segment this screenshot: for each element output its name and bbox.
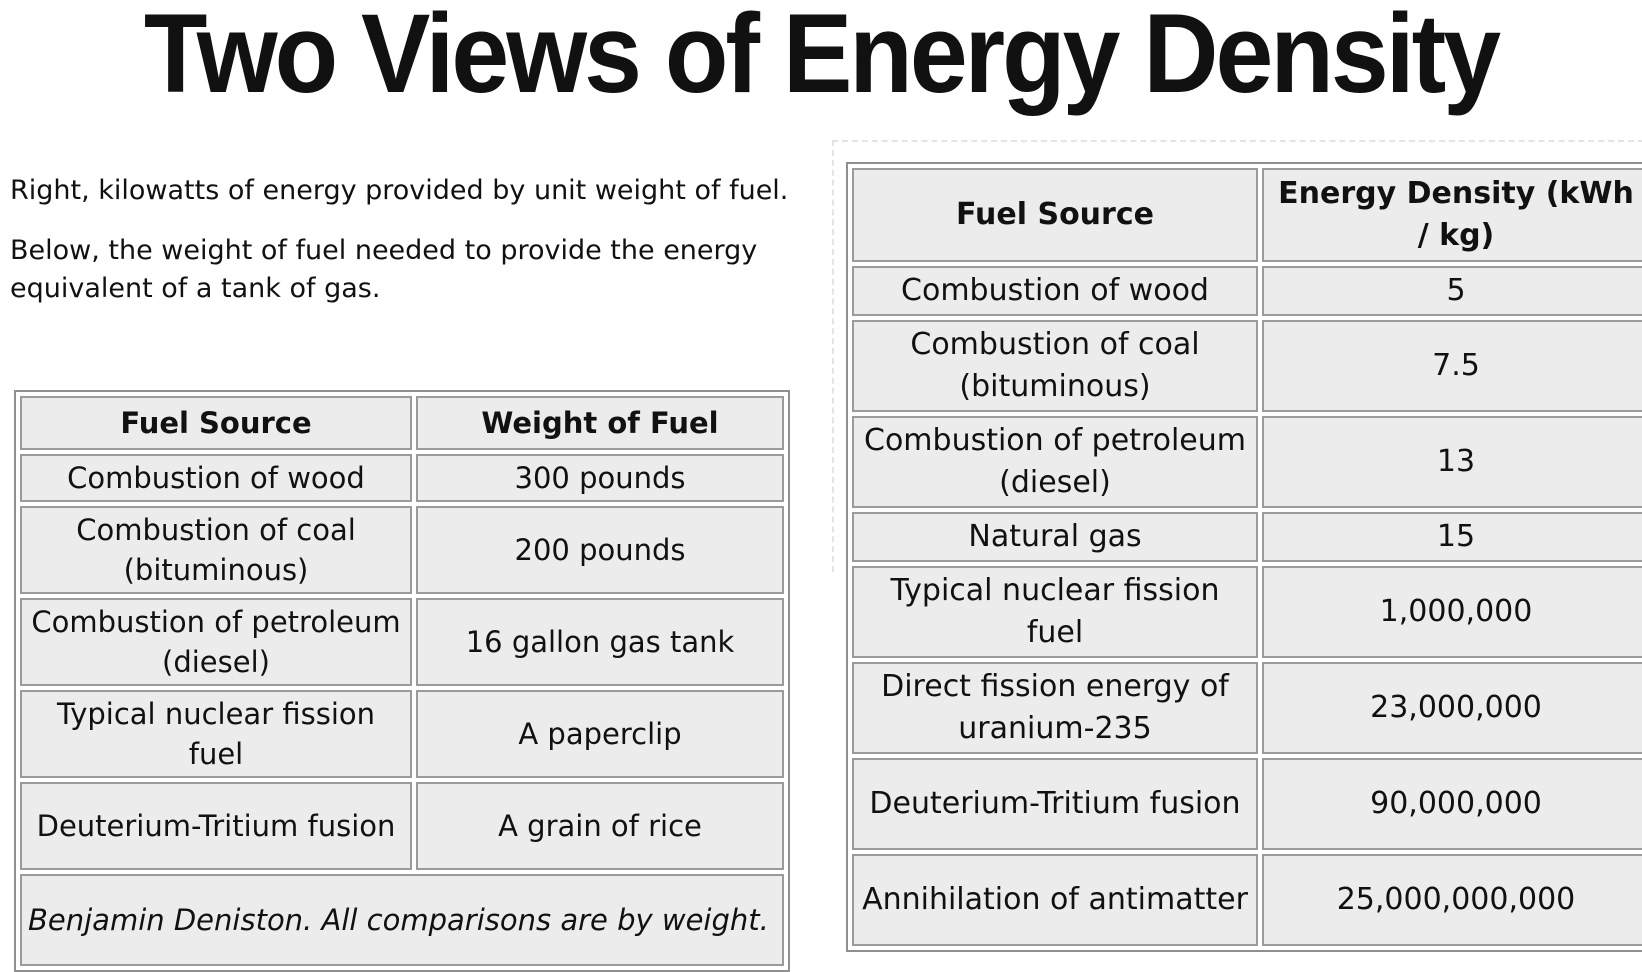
energy-density-cell: 13 xyxy=(1262,416,1642,508)
table-header-row xyxy=(20,396,784,450)
fuel-source-cell: Direct fission energy of uranium-235 xyxy=(852,662,1258,754)
energy-density-cell: 23,000,000 xyxy=(1262,662,1642,754)
fuel-source-cell: Typical nuclear fission fuel xyxy=(852,566,1258,658)
table-row xyxy=(852,266,1642,316)
table-row xyxy=(20,782,784,870)
column-header-energy-density: Energy Density (kWh / kg) xyxy=(1262,168,1642,262)
weight-cell: 200 pounds xyxy=(416,506,784,594)
table-row xyxy=(852,566,1642,658)
fuel-source-cell: Combustion of wood xyxy=(20,454,412,502)
fuel-source-cell: Deuterium-Tritium fusion xyxy=(852,758,1258,850)
fuel-source-cell: Combustion of coal (bituminous) xyxy=(20,506,412,594)
weight-of-fuel-table xyxy=(14,390,790,972)
weight-cell: A paperclip xyxy=(416,690,784,778)
table-row xyxy=(20,598,784,686)
intro-text xyxy=(10,172,800,330)
table-row xyxy=(20,690,784,778)
source-note: Benjamin Deniston. All comparisons are by weight. xyxy=(20,874,784,966)
table-row xyxy=(20,506,784,594)
energy-density-cell: 5 xyxy=(1262,266,1642,316)
fuel-source-cell: Deuterium-Tritium fusion xyxy=(20,782,412,870)
table-row xyxy=(20,454,784,502)
fuel-source-cell: Combustion of wood xyxy=(852,266,1258,316)
fuel-source-cell: Combustion of coal (bituminous) xyxy=(852,320,1258,412)
table-row xyxy=(852,758,1642,850)
column-header-fuel-source: Fuel Source xyxy=(20,396,412,450)
table-header-row xyxy=(852,168,1642,262)
table-row xyxy=(852,416,1642,508)
page-title: Two Views of Energy Density xyxy=(143,0,1499,117)
fuel-source-cell: Combustion of petroleum (diesel) xyxy=(20,598,412,686)
weight-cell: 16 gallon gas tank xyxy=(416,598,784,686)
fuel-source-cell: Natural gas xyxy=(852,512,1258,562)
fuel-source-cell: Typical nuclear fission fuel xyxy=(20,690,412,778)
intro-paragraph-right: Right, kilowatts of energy provided by unit weight of fuel. xyxy=(10,175,789,206)
table-row xyxy=(852,662,1642,754)
fuel-source-cell: Annihilation of antimatter xyxy=(852,854,1258,946)
column-header-weight-of-fuel: Weight of Fuel xyxy=(416,396,784,450)
column-header-fuel-source: Fuel Source xyxy=(852,168,1258,262)
table-footnote-row xyxy=(20,874,784,966)
energy-density-cell: 90,000,000 xyxy=(1262,758,1642,850)
intro-paragraph-below: Below, the weight of fuel needed to provide the energy equivalent of a tank of gas. xyxy=(10,235,758,304)
energy-density-cell: 15 xyxy=(1262,512,1642,562)
energy-density-cell: 7.5 xyxy=(1262,320,1642,412)
table-row xyxy=(852,854,1642,946)
energy-density-cell: 1,000,000 xyxy=(1262,566,1642,658)
table-row xyxy=(852,512,1642,562)
energy-density-cell: 25,000,000,000 xyxy=(1262,854,1642,946)
table-row xyxy=(852,320,1642,412)
energy-density-table xyxy=(846,162,1642,952)
weight-cell: A grain of rice xyxy=(416,782,784,870)
weight-cell: 300 pounds xyxy=(416,454,784,502)
fuel-source-cell: Combustion of petroleum (diesel) xyxy=(852,416,1258,508)
